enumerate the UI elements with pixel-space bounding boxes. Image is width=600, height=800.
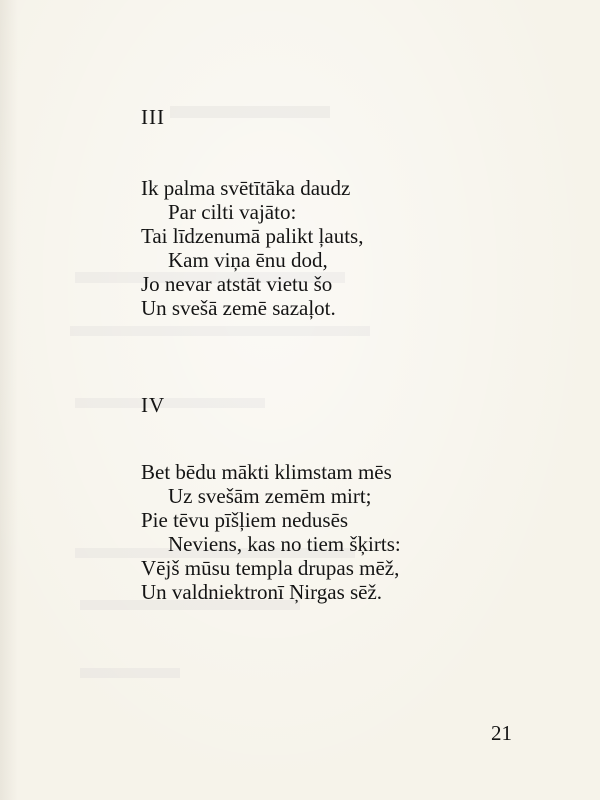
poem-line: Ik palma svētītāka daudz xyxy=(141,176,351,200)
page-number: 21 xyxy=(491,721,512,745)
poem-line: Vējš mūsu templa drupas mēž, xyxy=(141,556,400,580)
bleed-through-texture xyxy=(170,106,330,118)
poem-line: Bet bēdu mākti klimstam mēs xyxy=(141,460,392,484)
bleed-through-texture xyxy=(75,398,265,408)
section-numeral: IV xyxy=(141,393,166,417)
poem-line: Un valdniektronī Ņirgas sēž. xyxy=(141,580,383,604)
poem-line: Pie tēvu pīšļiem nedusēs xyxy=(141,508,349,532)
poem-line: Jo nevar atstāt vietu šo xyxy=(141,272,333,296)
section-numeral: III xyxy=(141,105,165,129)
poem-line: Un svešā zemē sazaļot. xyxy=(141,296,336,320)
bleed-through-texture xyxy=(70,326,370,336)
stanza xyxy=(141,176,363,320)
poem-line: Tai līdzenumā palikt ļauts, xyxy=(141,224,364,248)
stanza xyxy=(141,460,401,604)
poem-line: Neviens, kas no tiem šķirts: xyxy=(168,532,401,556)
poem-line: Par cilti vajāto: xyxy=(168,200,297,224)
poem-line: Uz svešām zemēm mirt; xyxy=(168,484,372,508)
poem-line: Kam viņa ēnu dod, xyxy=(168,248,328,272)
bleed-through-texture xyxy=(80,668,180,678)
